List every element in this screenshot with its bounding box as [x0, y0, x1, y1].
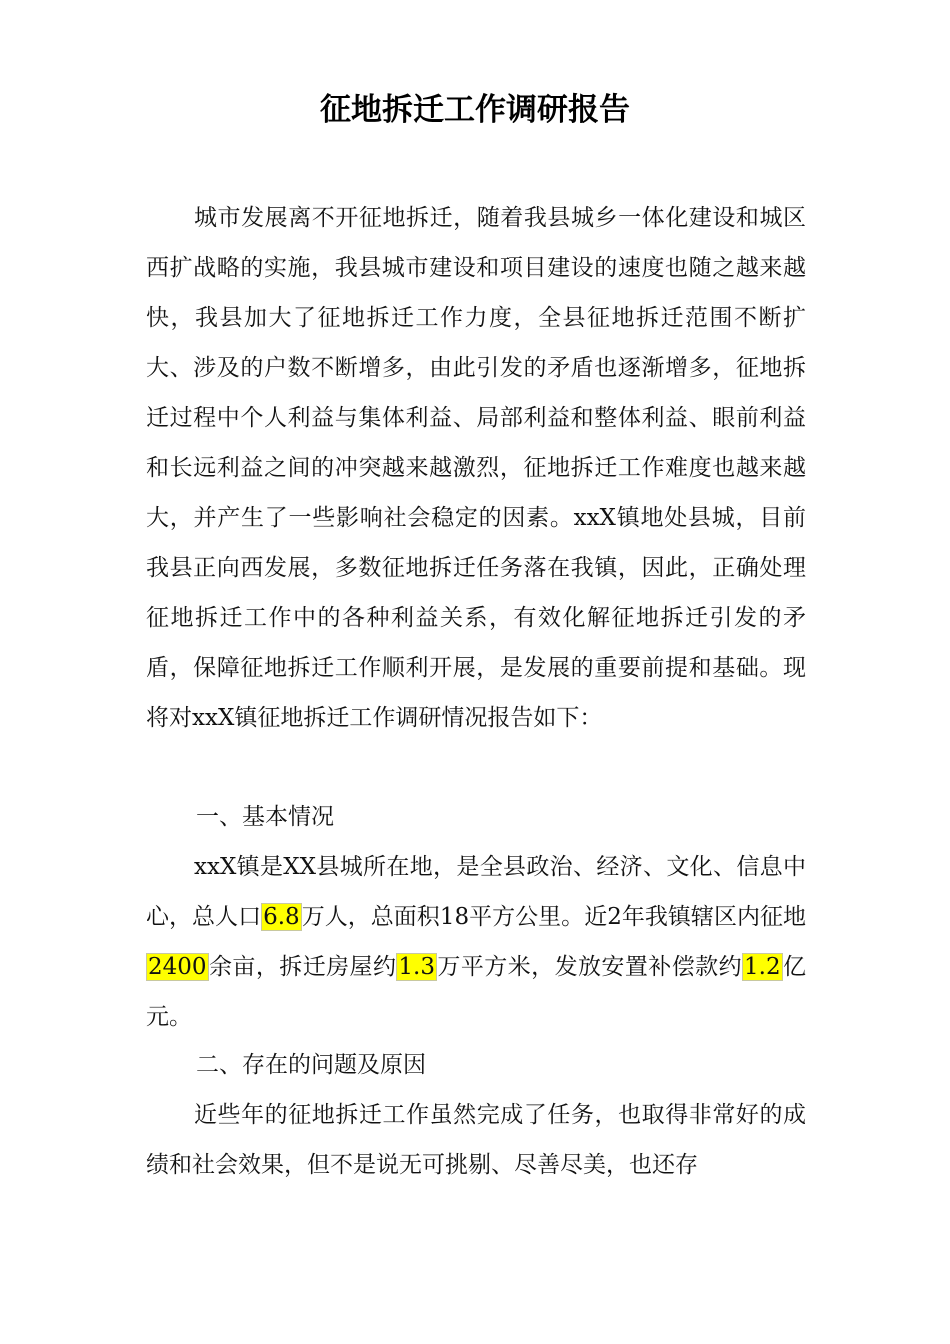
text-run: 亿元。: [146, 954, 807, 1030]
problems-paragraph: 近些年的征地拆迁工作虽然完成了任务，也取得非常好的成绩和社会效果，但不是说无可挑剔、尽善尽美，也还存: [146, 1102, 806, 1178]
highlight-land-area: 2400: [148, 954, 207, 980]
highlight-population: 6.8: [263, 904, 300, 930]
text-run: 万平方米，发放安置补偿款约: [437, 954, 743, 980]
basic-situation-paragraph: [146, 842, 806, 1042]
highlight-houses-area: 1.3: [398, 954, 435, 980]
text-run: 万人，总面积18平方公里。近2年我镇辖区内征地: [301, 904, 807, 930]
section-heading-problems: 二、存在的问题及原因: [196, 1052, 426, 1078]
intro-paragraph: 城市发展离不开征地拆迁，随着我县城乡一体化建设和城区西扩战略的实施，我县城市建设和项目建设的速度也随之越来越快，我县加大了征地拆迁工作力度，全县征地拆迁范围不断扩大、涉及的户数不断增多，由此引发的矛盾也逐渐增多，征地拆迁过程中个人利益与集体利益、局部利益和整体利益、眼前利益和长远利益之间的冲突越来越激烈，征地拆迁工作难度也越来越大，并产生了一些影响社会稳定的因素。xxX镇地处县城，目前我县正向西发展，多数征地拆迁任务落在我镇，因此，正确处理征地拆迁工作中的各种利益关系，有效化解征地拆迁引发的矛盾，保障征地拆迁工作顺利开展，是发展的重要前提和基础。现将对xxX镇征地拆迁工作调研情况报告如下：: [146, 205, 806, 731]
highlight-compensation: 1.2: [744, 954, 781, 980]
text-run: xxX镇是XX县城所在地，是全县政治、经济、文化、信息中心，总人口: [146, 854, 806, 930]
section-heading-basic-situation: 一、基本情况: [196, 804, 334, 830]
document-title: 征地拆迁工作调研报告: [320, 92, 630, 128]
text-run: 余亩，拆迁房屋约: [208, 954, 397, 980]
